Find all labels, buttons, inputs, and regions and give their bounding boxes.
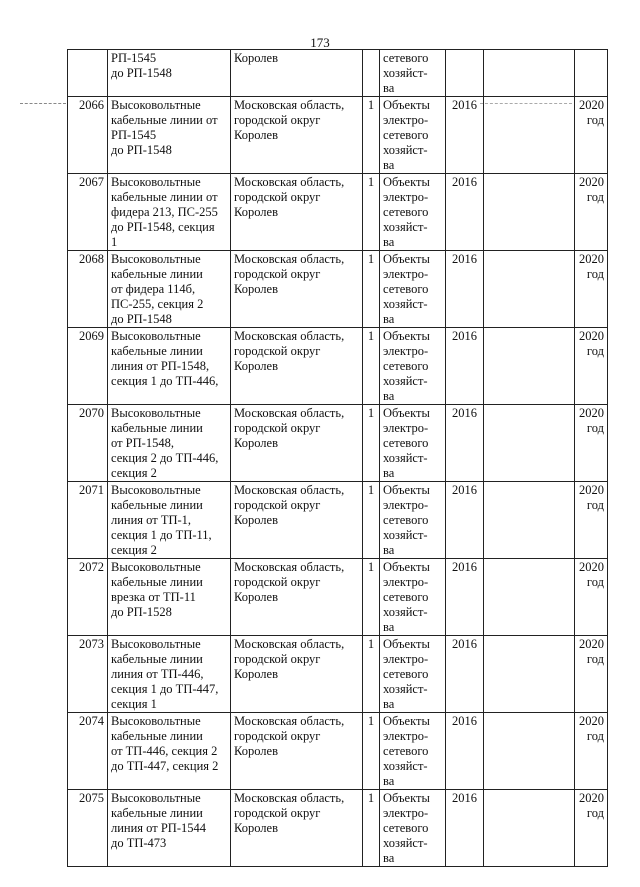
cell-quantity: 1: [363, 328, 380, 405]
registry-table: [67, 49, 608, 867]
cell-year: 2016: [446, 174, 484, 251]
cell-year: 2016: [446, 97, 484, 174]
cell-empty: [484, 97, 575, 174]
cell-number: [68, 50, 108, 97]
cell-quantity: 1: [363, 405, 380, 482]
cell-object-name: Высоковольтные кабельные линии линия от ТП-1, секция 1 до ТП-11, секция 2: [108, 482, 231, 559]
cell-object-name: Высоковольтные кабельные линии линия от РП-1544 до ТП-473: [108, 790, 231, 867]
cell-number: 2074: [68, 713, 108, 790]
cell-number: 2068: [68, 251, 108, 328]
table-row: [68, 174, 608, 251]
cell-object-type: Объекты электро- сетевого хозяйст- ва: [380, 405, 446, 482]
table-row: [68, 251, 608, 328]
cell-object-name: Высоковольтные кабельные линии от фидера 114б, ПС-255, секция 2 до РП-1548: [108, 251, 231, 328]
cell-empty: [484, 328, 575, 405]
table-row: [68, 328, 608, 405]
cell-object-type: сетевого хозяйст- ва: [380, 50, 446, 97]
cell-object-name: РП-1545 до РП-1548: [108, 50, 231, 97]
cell-object-name: Высоковольтные кабельные линии линия от РП-1548, секция 1 до ТП-446,: [108, 328, 231, 405]
cell-object-name: Высоковольтные кабельные линии от ТП-446, секция 2 до ТП-447, секция 2: [108, 713, 231, 790]
cell-object-type: Объекты электро- сетевого хозяйст- ва: [380, 251, 446, 328]
cell-location: Московская область, городской округ Королев: [231, 482, 363, 559]
cell-year: 2016: [446, 405, 484, 482]
cell-location: Московская область, городской округ Королев: [231, 636, 363, 713]
cell-deadline: 2020 год: [575, 636, 608, 713]
cell-number: 2066: [68, 97, 108, 174]
table-row: [68, 405, 608, 482]
cell-object-type: Объекты электро- сетевого хозяйст- ва: [380, 713, 446, 790]
cell-empty: [484, 482, 575, 559]
cell-year: [446, 50, 484, 97]
cell-empty: [484, 405, 575, 482]
cell-object-name: Высоковольтные кабельные линии от РП-1548, секция 2 до ТП-446, секция 2: [108, 405, 231, 482]
cell-quantity: 1: [363, 636, 380, 713]
cell-location: Московская область, городской округ Королев: [231, 251, 363, 328]
cell-year: 2016: [446, 482, 484, 559]
cell-location: Московская область, городской округ Королев: [231, 790, 363, 867]
cell-object-type: Объекты электро- сетевого хозяйст- ва: [380, 482, 446, 559]
cell-deadline: 2020 год: [575, 251, 608, 328]
cell-object-type: Объекты электро- сетевого хозяйст- ва: [380, 97, 446, 174]
cell-deadline: 2020 год: [575, 97, 608, 174]
cell-year: 2016: [446, 251, 484, 328]
cell-number: 2072: [68, 559, 108, 636]
cell-year: 2016: [446, 636, 484, 713]
cell-object-name: Высоковольтные кабельные линии от РП-1545 до РП-1548: [108, 97, 231, 174]
cell-empty: [484, 790, 575, 867]
cell-location: Королев: [231, 50, 363, 97]
cell-location: Московская область, городской округ Королев: [231, 328, 363, 405]
cell-deadline: 2020 год: [575, 559, 608, 636]
cell-empty: [484, 50, 575, 97]
table-row: [68, 636, 608, 713]
cell-location: Московская область, городской округ Королев: [231, 174, 363, 251]
cell-number: 2069: [68, 328, 108, 405]
table-row: [68, 97, 608, 174]
cell-empty: [484, 636, 575, 713]
cell-deadline: 2020 год: [575, 713, 608, 790]
cell-object-name: Высоковольтные кабельные линии линия от ТП-446, секция 1 до ТП-447, секция 1: [108, 636, 231, 713]
cell-deadline: [575, 50, 608, 97]
cell-deadline: 2020 год: [575, 790, 608, 867]
table-row: [68, 482, 608, 559]
cell-location: Московская область, городской округ Королев: [231, 713, 363, 790]
cell-location: Московская область, городской округ Королев: [231, 97, 363, 174]
table-row: [68, 713, 608, 790]
cell-quantity: 1: [363, 482, 380, 559]
cell-number: 2067: [68, 174, 108, 251]
cell-number: 2071: [68, 482, 108, 559]
cell-object-type: Объекты электро- сетевого хозяйст- ва: [380, 790, 446, 867]
table-row: [68, 790, 608, 867]
cell-quantity: 1: [363, 251, 380, 328]
page-number: 173: [310, 35, 330, 50]
scan-artifact-line: [20, 103, 66, 104]
cell-deadline: 2020 год: [575, 482, 608, 559]
cell-object-type: Объекты электро- сетевого хозяйст- ва: [380, 328, 446, 405]
cell-object-type: Объекты электро- сетевого хозяйст- ва: [380, 636, 446, 713]
cell-quantity: 1: [363, 174, 380, 251]
cell-quantity: 1: [363, 713, 380, 790]
cell-object-type: Объекты электро- сетевого хозяйст- ва: [380, 174, 446, 251]
cell-empty: [484, 251, 575, 328]
cell-number: 2075: [68, 790, 108, 867]
cell-empty: [484, 174, 575, 251]
cell-quantity: 1: [363, 790, 380, 867]
cell-object-name: Высоковольтные кабельные линии врезка от ТП-11 до РП-1528: [108, 559, 231, 636]
cell-quantity: [363, 50, 380, 97]
cell-year: 2016: [446, 328, 484, 405]
cell-quantity: 1: [363, 559, 380, 636]
cell-quantity: 1: [363, 97, 380, 174]
cell-object-name: Высоковольтные кабельные линии от фидера 213, ПС-255 до РП-1548, секция 1: [108, 174, 231, 251]
cell-empty: [484, 713, 575, 790]
cell-object-type: Объекты электро- сетевого хозяйст- ва: [380, 559, 446, 636]
table-row: [68, 559, 608, 636]
cell-number: 2073: [68, 636, 108, 713]
cell-location: Московская область, городской округ Королев: [231, 405, 363, 482]
cell-number: 2070: [68, 405, 108, 482]
continuation-row: [68, 50, 608, 97]
cell-deadline: 2020 год: [575, 405, 608, 482]
cell-year: 2016: [446, 790, 484, 867]
cell-deadline: 2020 год: [575, 328, 608, 405]
cell-year: 2016: [446, 559, 484, 636]
cell-year: 2016: [446, 713, 484, 790]
cell-location: Московская область, городской округ Королев: [231, 559, 363, 636]
registry-table-body: [68, 50, 608, 867]
cell-deadline: 2020 год: [575, 174, 608, 251]
cell-empty: [484, 559, 575, 636]
